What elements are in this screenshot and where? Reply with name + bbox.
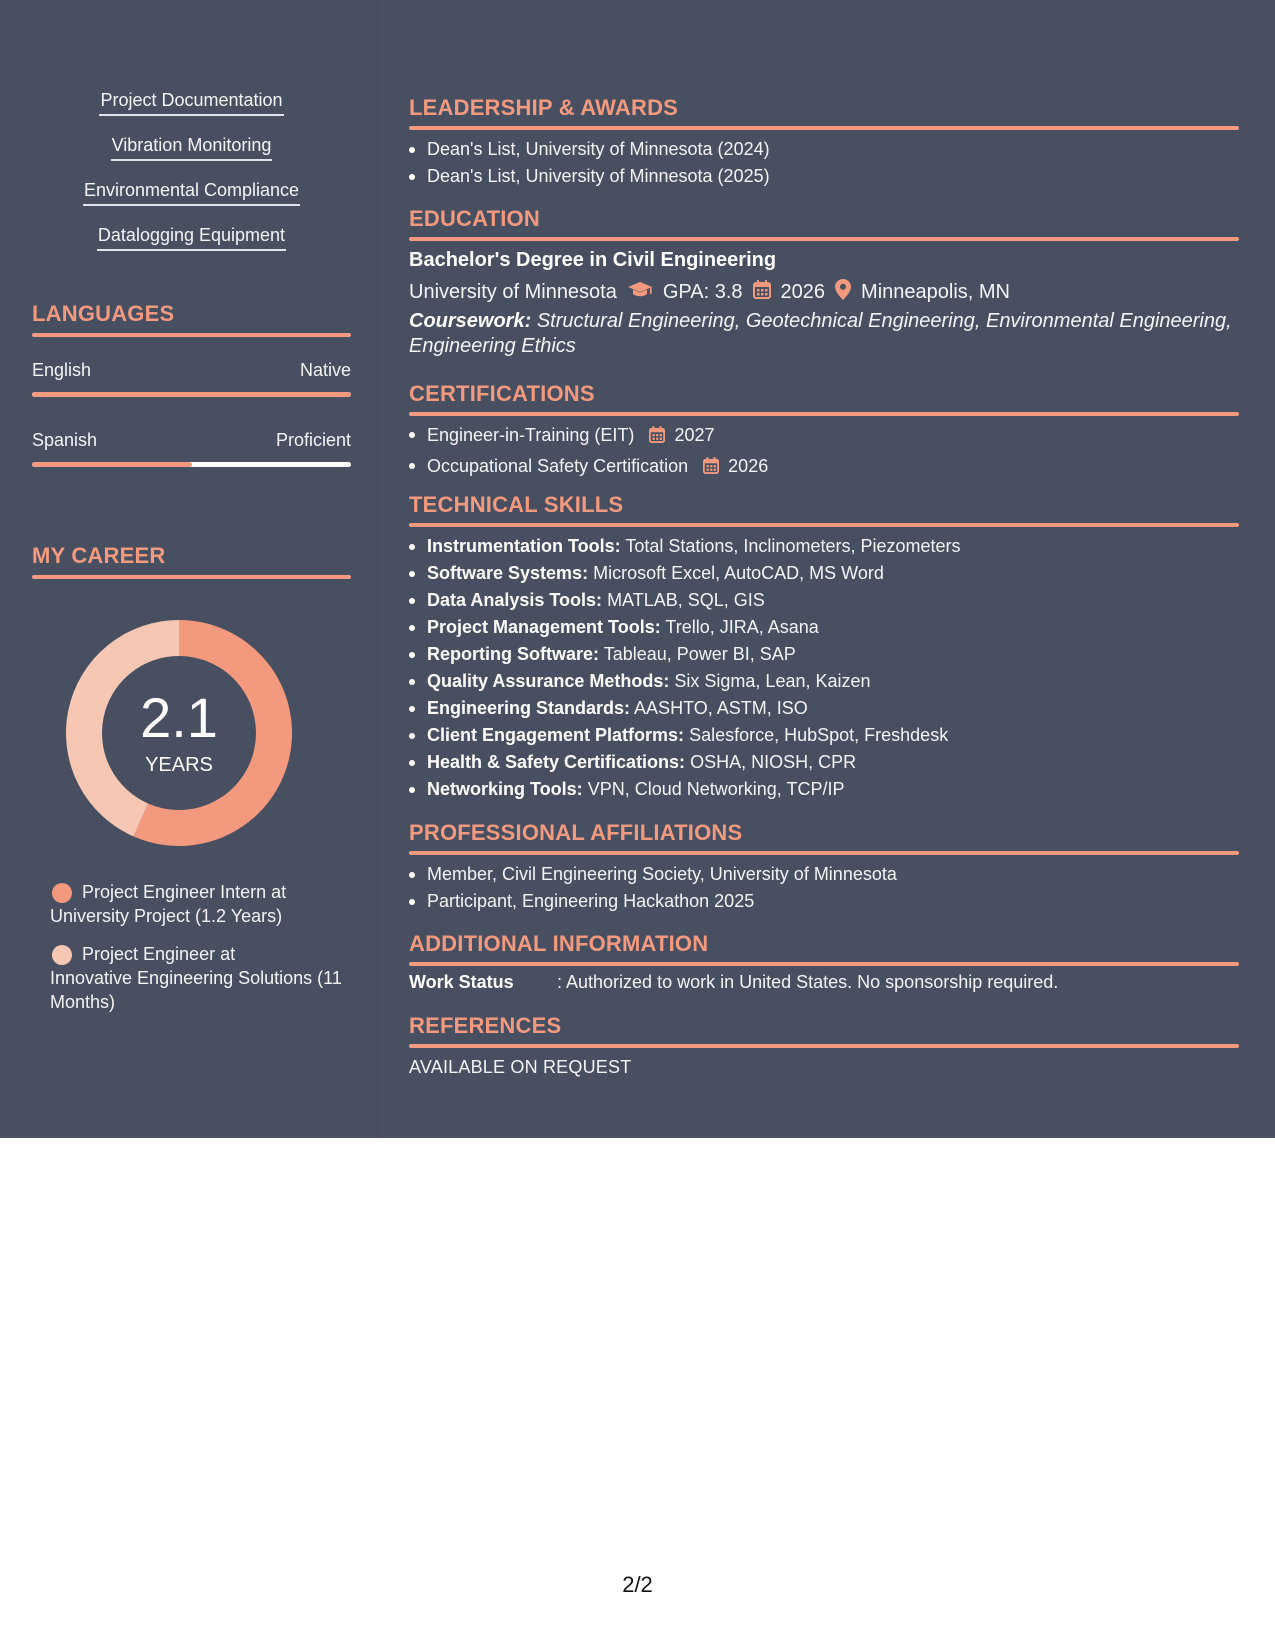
list-item: Engineering Standards: AASHTO, ASTM, ISO [409, 695, 1239, 722]
map-pin-icon [835, 279, 851, 306]
skill-tag: Datalogging Equipment [32, 222, 351, 267]
affiliations-heading: PROFESSIONAL AFFILIATIONS [409, 820, 1239, 855]
list-item: Client Engagement Platforms: Salesforce, HubSpot, Freshdesk [409, 722, 1239, 749]
language-level: Proficient [275, 430, 351, 450]
legend-dot [52, 945, 72, 965]
education-location: Minneapolis, MN [861, 281, 1010, 303]
list-item: Dean's List, University of Minnesota (2025) [409, 163, 1239, 190]
list-item: Reporting Software: Tableau, Power BI, SAP [409, 641, 1239, 668]
leadership-heading: LEADERSHIP & AWARDS [409, 95, 1239, 130]
career-heading: MY CAREER [32, 543, 351, 579]
list-item: Occupational Safety Certification 2026 [409, 452, 1239, 483]
education-year: 2026 [780, 281, 826, 303]
list-item: Software Systems: Microsoft Excel, AutoCAD, MS Word [409, 560, 1239, 587]
education-gpa: GPA: 3.8 [662, 281, 743, 303]
language-level-bar [32, 392, 351, 397]
list-item: Health & Safety Certifications: OSHA, NIOSH, CPR [409, 749, 1239, 776]
work-status-row [409, 972, 1058, 993]
career-legend [50, 880, 350, 1028]
list-item: Data Analysis Tools: MATLAB, SQL, GIS [409, 587, 1239, 614]
language-row-english [32, 358, 351, 397]
skill-tags [32, 87, 351, 267]
career-donut-chart [66, 620, 292, 846]
page-number: 2/2 [622, 1572, 653, 1597]
certifications-heading: CERTIFICATIONS [409, 381, 1239, 416]
education-coursework [409, 309, 1239, 359]
list-item: Project Management Tools: Trello, JIRA, Asana [409, 614, 1239, 641]
calendar-icon [753, 280, 771, 305]
additional-info-heading: ADDITIONAL INFORMATION [409, 931, 1239, 966]
list-item: Dean's List, University of Minnesota (2024) [409, 136, 1239, 163]
references-text: AVAILABLE ON REQUEST [409, 1057, 632, 1077]
language-name: English [32, 360, 92, 380]
donut-center [66, 620, 292, 846]
list-item: Instrumentation Tools: Total Stations, Inclinometers, Piezometers [409, 533, 1239, 560]
graduation-cap-icon [627, 281, 653, 305]
technical-skills-heading: TECHNICAL SKILLS [409, 492, 1239, 527]
legend-item: Project Engineer at Innovative Engineering Solutions (11 Months) [50, 944, 342, 1012]
career-total-unit: YEARS [145, 754, 213, 776]
heading-rule [409, 126, 1239, 130]
legend-item: Project Engineer Intern at University Project (1.2 Years) [50, 882, 287, 926]
list-item: Quality Assurance Methods: Six Sigma, Lean, Kaizen [409, 668, 1239, 695]
heading-rule [409, 962, 1239, 966]
work-status-value: : Authorized to work in United States. No sponsorship required. [557, 972, 1059, 992]
skill-tag: Environmental Compliance [32, 177, 351, 222]
education-heading: EDUCATION [409, 206, 1239, 241]
language-level-bar [32, 462, 351, 467]
heading-rule [409, 237, 1239, 241]
list-item: Networking Tools: VPN, Cloud Networking, TCP/IP [409, 776, 1239, 803]
technical-skills-list [409, 533, 1239, 803]
education-school: University of Minnesota [409, 281, 617, 303]
skill-tag: Project Documentation [32, 87, 351, 132]
language-level-fill [32, 392, 351, 397]
coursework-label: Coursework: [409, 310, 532, 332]
legend-dot [52, 883, 72, 903]
list-item: Engineer-in-Training (EIT) 2027 [409, 421, 1239, 452]
work-status-label: Work Status [409, 972, 514, 992]
calendar-icon [649, 423, 665, 452]
language-level-fill [32, 462, 192, 467]
heading-rule [409, 523, 1239, 527]
languages-heading: LANGUAGES [32, 301, 351, 337]
heading-rule [409, 851, 1239, 855]
list-item: Member, Civil Engineering Society, University of Minnesota [409, 861, 1239, 888]
calendar-icon [703, 454, 719, 483]
language-level: Native [299, 360, 351, 380]
affiliations-list [409, 861, 1239, 915]
education-meta [409, 279, 1010, 306]
career-total-value: 2.1 [140, 686, 218, 749]
column-divider [382, 0, 383, 1138]
coursework-text: Structural Engineering, Geotechnical Engineering, Environmental Engineering, Engineering Ethics [409, 310, 1232, 357]
heading-rule [409, 1044, 1239, 1048]
heading-rule [32, 333, 351, 337]
skill-tag: Vibration Monitoring [32, 132, 351, 177]
heading-rule [32, 575, 351, 579]
certifications-list [409, 421, 1239, 483]
language-name: Spanish [32, 430, 98, 450]
education-degree: Bachelor's Degree in Civil Engineering [409, 249, 777, 271]
references-heading: REFERENCES [409, 1013, 1239, 1048]
heading-rule [409, 412, 1239, 416]
language-row-spanish [32, 428, 351, 467]
leadership-list [409, 136, 1239, 190]
list-item: Participant, Engineering Hackathon 2025 [409, 888, 1239, 915]
